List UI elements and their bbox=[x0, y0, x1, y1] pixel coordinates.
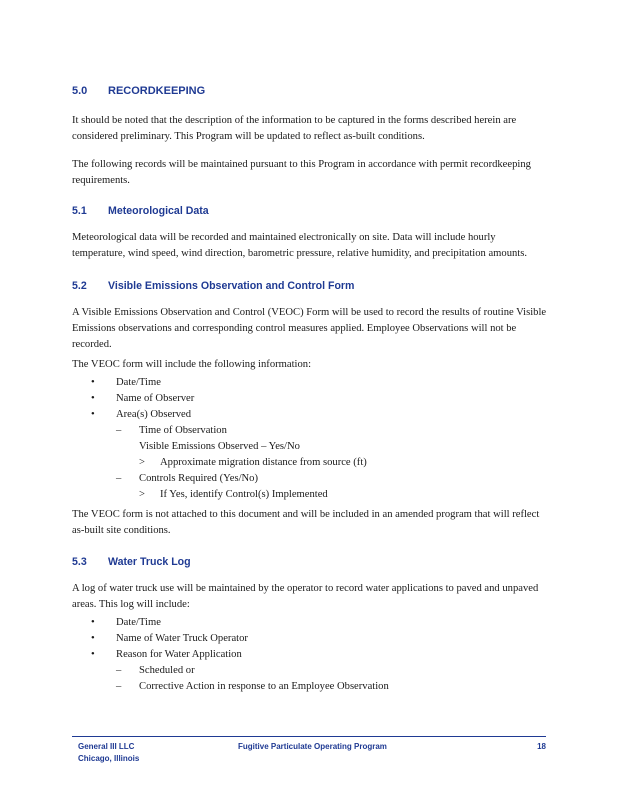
bullet-icon: • bbox=[91, 649, 95, 660]
paragraph: The VEOC form is not attached to this document and will be included in an amended program that will reflect as-built site conditions. bbox=[72, 509, 540, 536]
sub-list bbox=[72, 663, 550, 695]
section-heading-5-1 bbox=[72, 203, 550, 219]
dash-icon: – bbox=[116, 473, 122, 484]
paragraph: Meteorological data will be recorded and maintained electronically on site. Data will include hourly temperature, wind speed, wind direction, barometric pressure, relative humidity, and precipitation amounts. bbox=[72, 232, 527, 259]
bullet-icon: • bbox=[91, 633, 95, 644]
arrow-icon: > bbox=[139, 489, 145, 500]
sub-list bbox=[72, 423, 550, 439]
section-number: 5.1 bbox=[72, 205, 87, 217]
section-heading-5-2 bbox=[72, 278, 550, 294]
dash-icon: – bbox=[116, 665, 122, 676]
sub-sub-list-item: > If Yes, identify Control(s) Implemented bbox=[72, 487, 550, 503]
section-number: 5.3 bbox=[72, 556, 87, 568]
bullet-icon: • bbox=[91, 617, 95, 628]
sub-list-item: – Corrective Action in response to an Employee Observation bbox=[72, 679, 550, 695]
arrow-icon: > bbox=[139, 457, 145, 468]
list-item: • Date/Time bbox=[72, 375, 550, 391]
section-title: Water Truck Log bbox=[108, 556, 191, 568]
list-item: • Name of Observer bbox=[72, 391, 550, 407]
sub-sub-list-item: > Approximate migration distance from source (ft) bbox=[72, 455, 550, 471]
section-title: Visible Emissions Observation and Control Form bbox=[108, 280, 355, 292]
section-title: Meteorological Data bbox=[108, 205, 209, 217]
list-item: • Date/Time bbox=[72, 615, 550, 631]
dash-icon: – bbox=[116, 425, 122, 436]
list-item: • Area(s) Observed – Time of Observation Visible Emissions Observed – Yes/No > Approximate migration distance from source (ft) – Controls Required (Yes/No) > If Yes, identify Control(s) Implemented bbox=[72, 407, 550, 503]
bullet-icon: • bbox=[91, 393, 95, 404]
footer-city: Chicago, Illinois bbox=[78, 754, 140, 763]
dash-icon: – bbox=[116, 681, 122, 692]
paragraph: It should be noted that the description of the information to be captured in the forms described herein are considered preliminary. This Program will be updated to reflect as-built conditions. bbox=[72, 115, 517, 142]
paragraph: The following records will be maintained pursuant to this Program in accordance with permit recordkeeping requirements. bbox=[72, 159, 531, 186]
section-heading-5-0 bbox=[72, 82, 550, 100]
veoc-fields-list bbox=[72, 375, 550, 503]
water-log-fields-list bbox=[72, 615, 550, 695]
sub-list bbox=[72, 471, 550, 487]
paragraph: A log of water truck use will be maintained by the operator to record water applications to paved and unpaved areas. This log will include: bbox=[72, 583, 539, 610]
bullet-icon: • bbox=[91, 409, 95, 420]
page-number: 18 bbox=[537, 742, 546, 751]
paragraph: The VEOC form will include the following information: bbox=[72, 359, 312, 370]
section-number: 5.2 bbox=[72, 280, 87, 292]
section-number: 5.0 bbox=[72, 85, 88, 97]
sub-list-item: – Time of Observation bbox=[72, 423, 550, 439]
page-footer bbox=[72, 736, 546, 765]
sub-list-item: – Scheduled or bbox=[72, 663, 550, 679]
list-item: • Name of Water Truck Operator bbox=[72, 631, 550, 647]
bullet-icon: • bbox=[91, 377, 95, 388]
paragraph: A Visible Emissions Observation and Control (VEOC) Form will be used to record the results of routine Visible Emissions observations and corresponding control measures applied. Employee Observations will not be recorded. bbox=[72, 307, 547, 350]
section-title: RECORDKEEPING bbox=[108, 85, 206, 97]
section-heading-5-3 bbox=[72, 554, 550, 570]
footer-company: General III LLC bbox=[78, 742, 135, 751]
list-item: • Reason for Water Application – Scheduled or – Corrective Action in response to an Employee Observation bbox=[72, 647, 550, 695]
sub-list-item-continued: Visible Emissions Observed – Yes/No bbox=[139, 441, 300, 452]
footer-program: Fugitive Particulate Operating Program bbox=[238, 742, 387, 751]
sub-list-item: – Controls Required (Yes/No) bbox=[72, 471, 550, 487]
page-body bbox=[72, 82, 550, 695]
